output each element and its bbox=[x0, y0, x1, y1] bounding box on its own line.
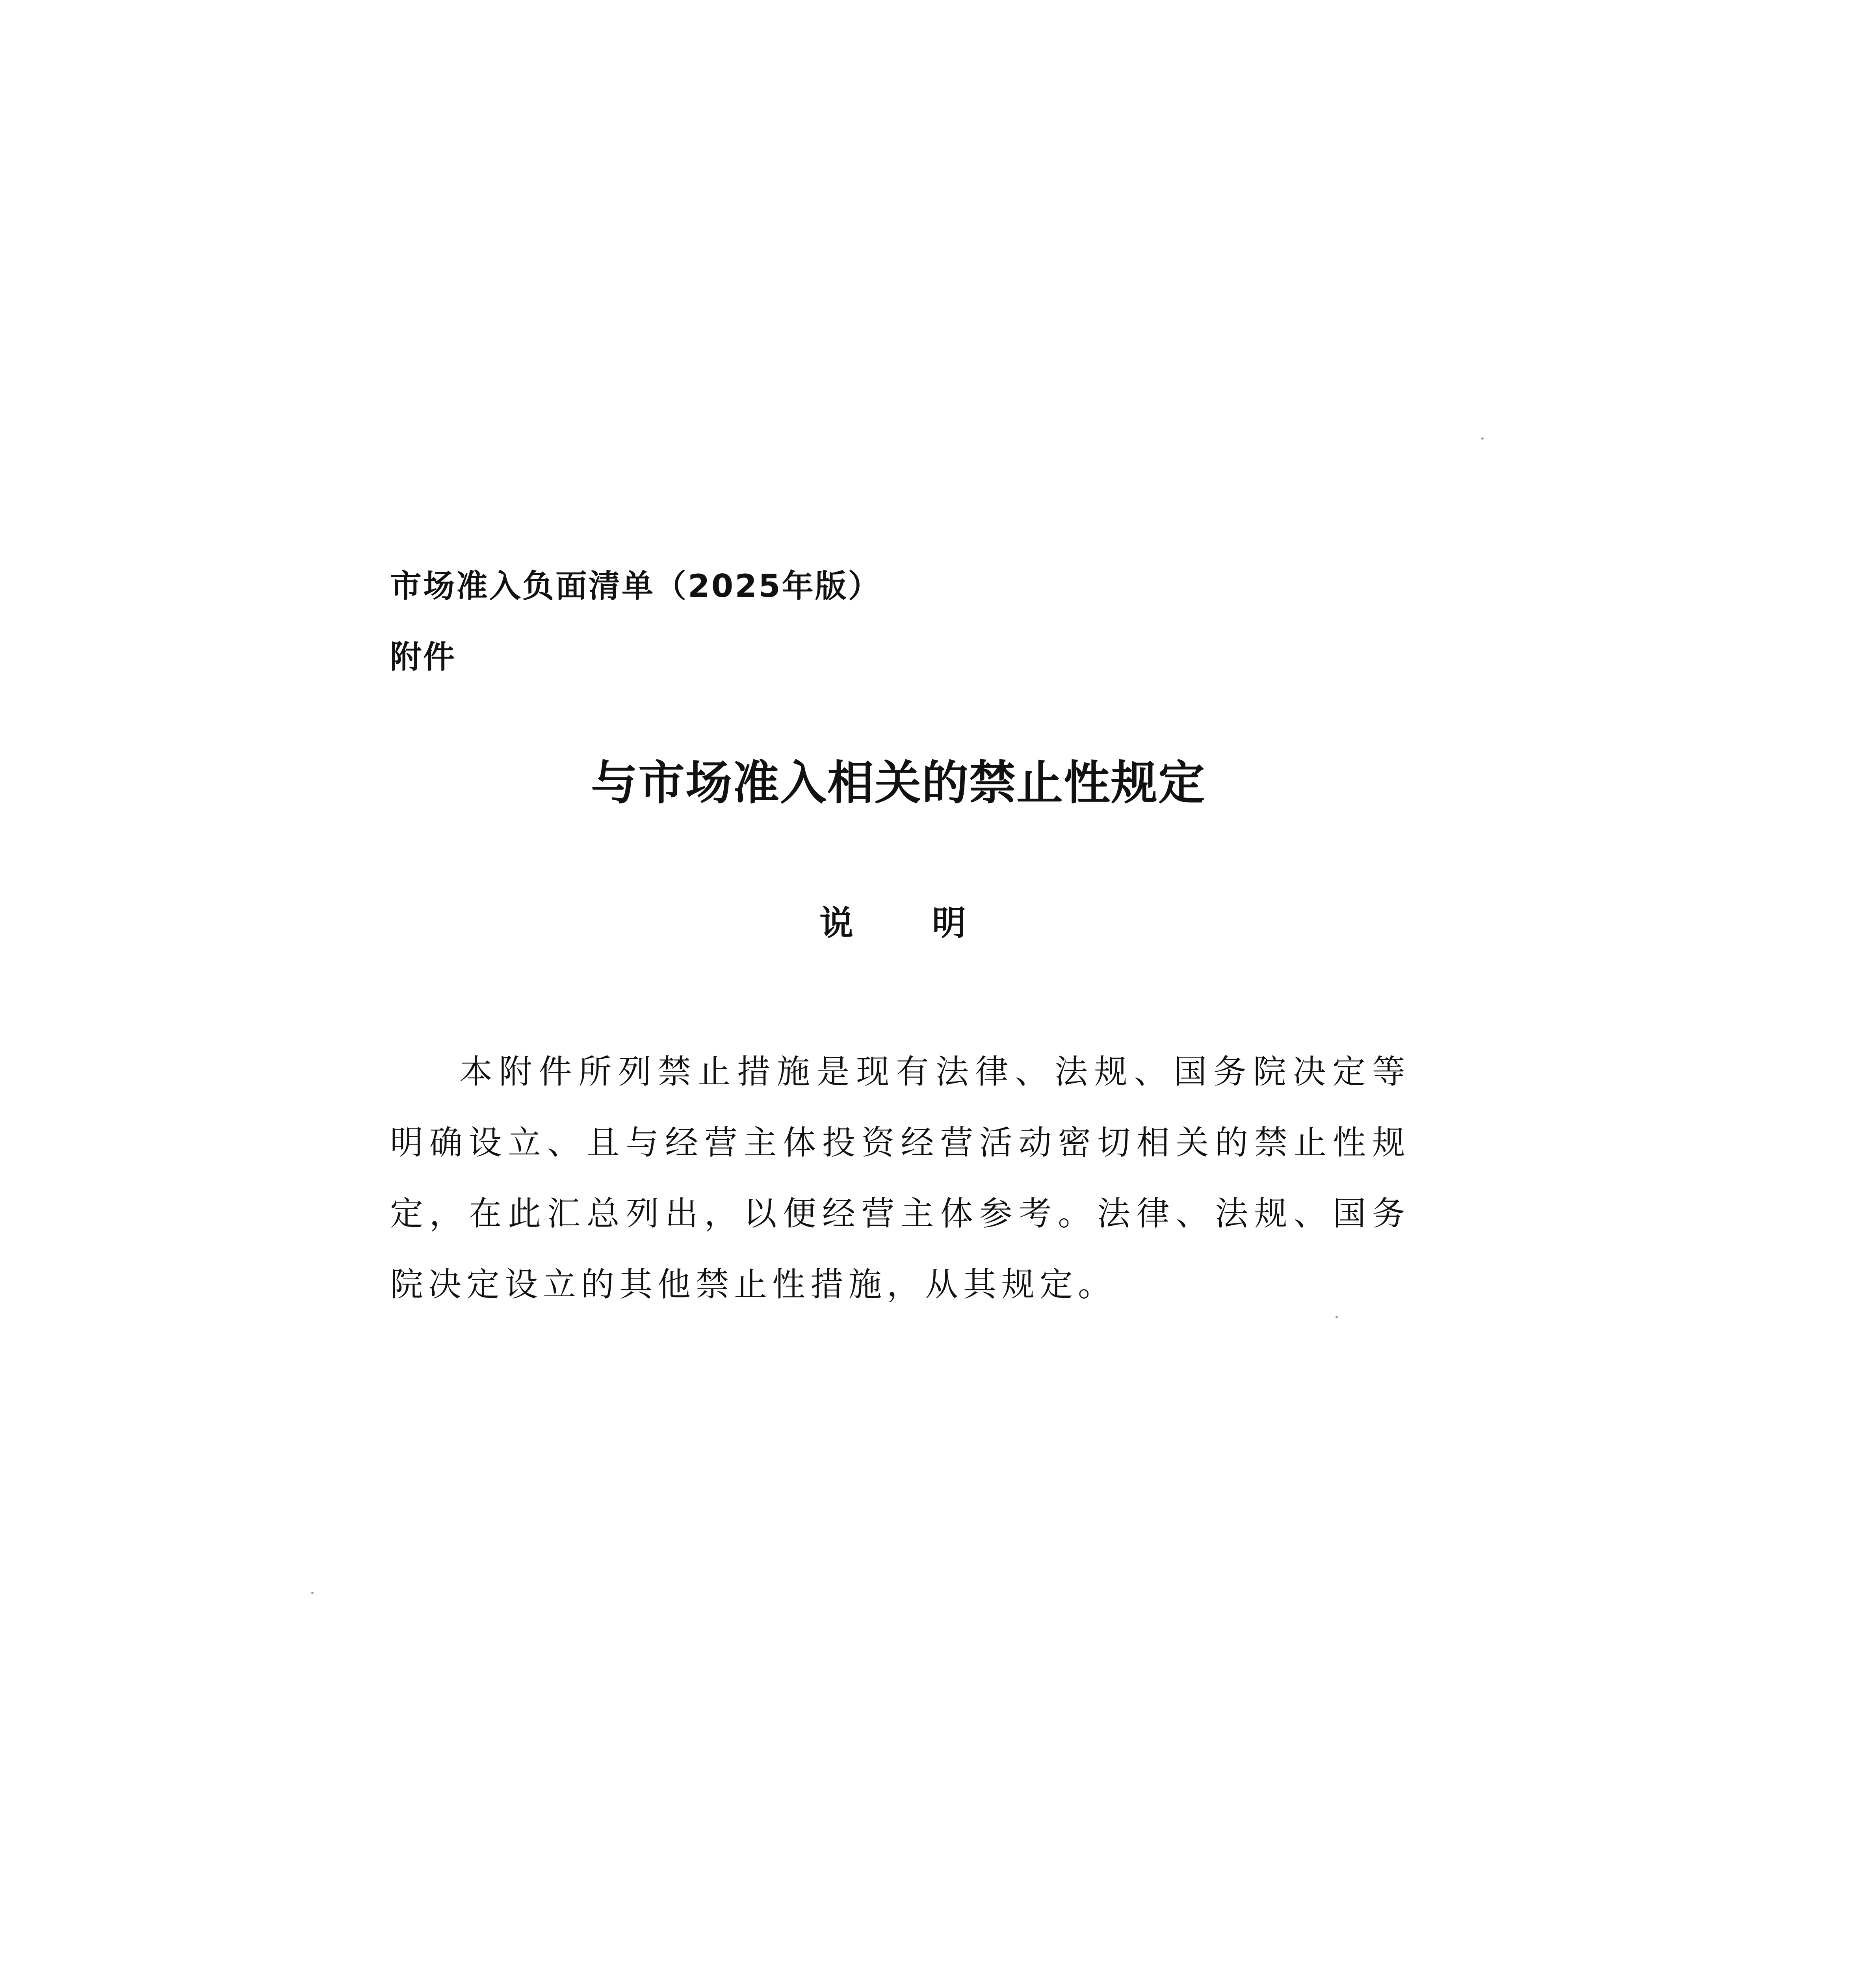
document-header-title: 市场准入负面清单（2025年版） bbox=[390, 568, 881, 604]
page-title: 与市场准入相关的禁止性规定 bbox=[591, 755, 1206, 810]
attachment-label: 附件 bbox=[390, 639, 456, 675]
body-paragraph: 本附件所列禁止措施是现有法律、法规、国务院决定等明确设立、且与经营主体投资经营活动密切相关的禁止性规定，在此汇总列出，以便经营主体参考。法律、法规、国务院决定设立的其他禁止性措施，从其规定。 bbox=[390, 1052, 1410, 1304]
scan-speck bbox=[1481, 437, 1484, 440]
scan-speck bbox=[1335, 1316, 1338, 1318]
section-subtitle: 说明 bbox=[819, 903, 1045, 943]
scan-speck bbox=[311, 1592, 314, 1594]
